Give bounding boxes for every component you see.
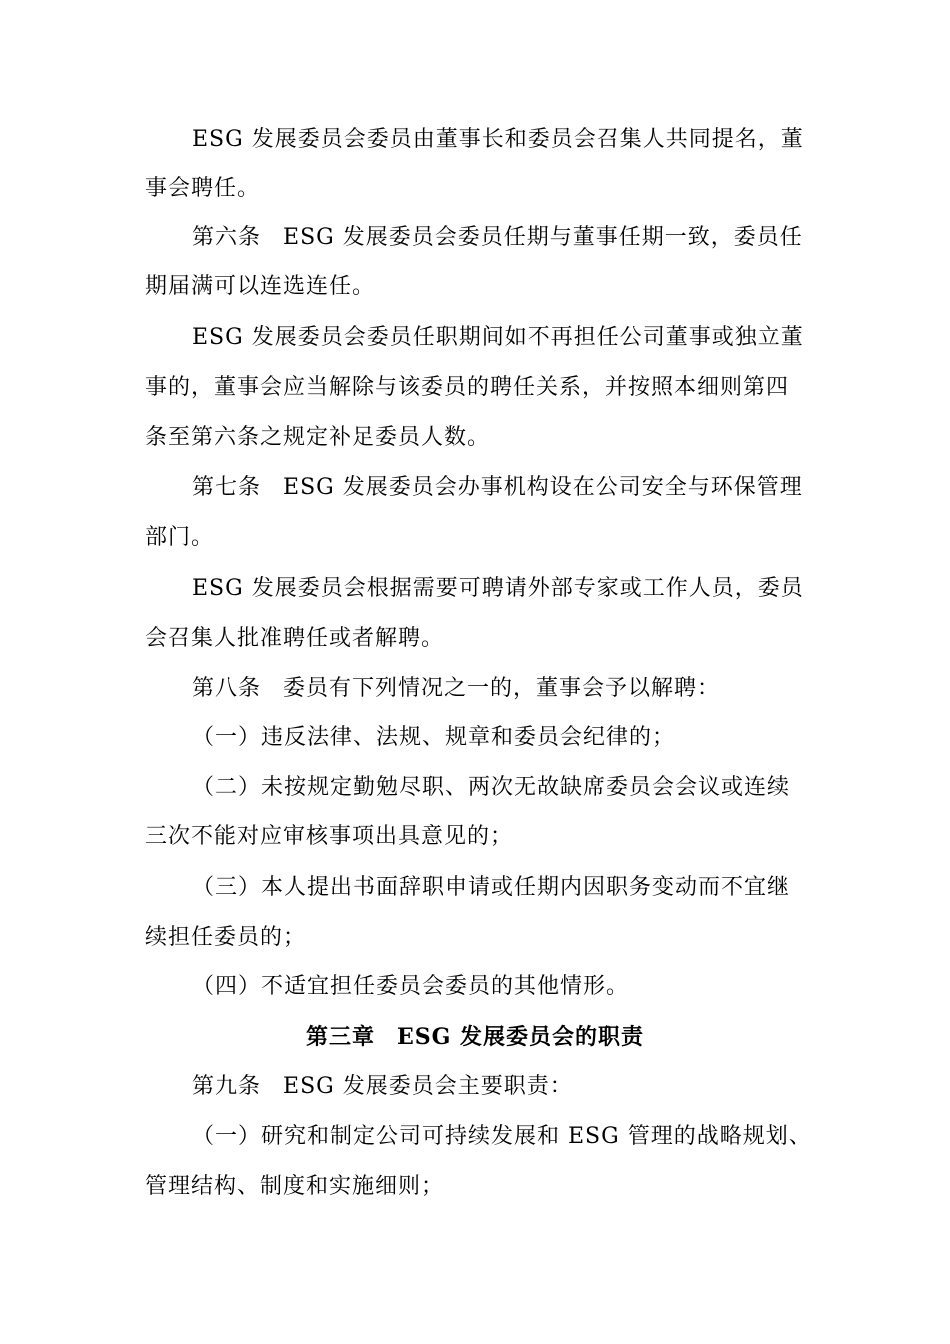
article-6-number: 第六条: [192, 225, 262, 250]
list-item: （四）不适宜担任委员会委员的其他情形。: [192, 974, 630, 999]
article-7-line: [192, 473, 862, 503]
chapter-number: 第三章: [305, 1024, 375, 1050]
list-item: （一）研究和制定公司可持续发展和 ESG 管理的战略规划、: [192, 1124, 812, 1149]
list-item: （一）违反法律、法规、规章和委员会纪律的；: [192, 725, 676, 750]
paragraph-text: ESG 发展委员会委员任期与董事任期一致，委员任: [283, 225, 803, 250]
paragraph-line: 会召集人批准聘任或者解聘。: [145, 626, 445, 651]
paragraph-line: ESG 发展委员会委员由董事长和委员会召集人共同提名，董: [192, 127, 804, 152]
paragraph-text: ESG 发展委员会办事机构设在公司安全与环保管理: [283, 475, 803, 500]
paragraph-line: 部门。: [145, 525, 215, 550]
article-8-line: [192, 674, 862, 704]
chapter-title: ESG 发展委员会的职责: [396, 1024, 645, 1050]
paragraph-text: 委员有下列情况之一的，董事会予以解聘：: [283, 676, 721, 701]
paragraph-text: ESG 发展委员会主要职责：: [283, 1074, 573, 1099]
paragraph-line: 管理结构、制度和实施细则；: [145, 1174, 445, 1199]
article-9-line: [192, 1072, 862, 1102]
list-item: （三）本人提出书面辞职申请或任期内因职务变动而不宜继: [192, 875, 791, 900]
paragraph-line: 期届满可以连选连任。: [145, 274, 376, 299]
paragraph-line: ESG 发展委员会根据需要可聘请外部专家或工作人员，委员: [192, 576, 804, 601]
paragraph-line: ESG 发展委员会委员任职期间如不再担任公司董事或独立董: [192, 325, 804, 350]
paragraph-line: 三次不能对应审核事项出具意见的；: [145, 824, 514, 849]
paragraph-line: 事会聘任。: [145, 176, 261, 201]
list-item: （二）未按规定勤勉尽职、两次无故缺席委员会会议或连续: [192, 775, 791, 800]
article-8-number: 第八条: [192, 676, 262, 701]
paragraph-line: 续担任委员的；: [145, 925, 307, 950]
paragraph-line: 条至第六条之规定补足委员人数。: [145, 425, 491, 450]
article-7-number: 第七条: [192, 475, 262, 500]
article-9-number: 第九条: [192, 1074, 262, 1099]
article-6-line: [192, 223, 862, 253]
paragraph-line: 事的，董事会应当解除与该委员的聘任关系，并按照本细则第四: [145, 375, 790, 400]
chapter-heading: [0, 1022, 950, 1052]
